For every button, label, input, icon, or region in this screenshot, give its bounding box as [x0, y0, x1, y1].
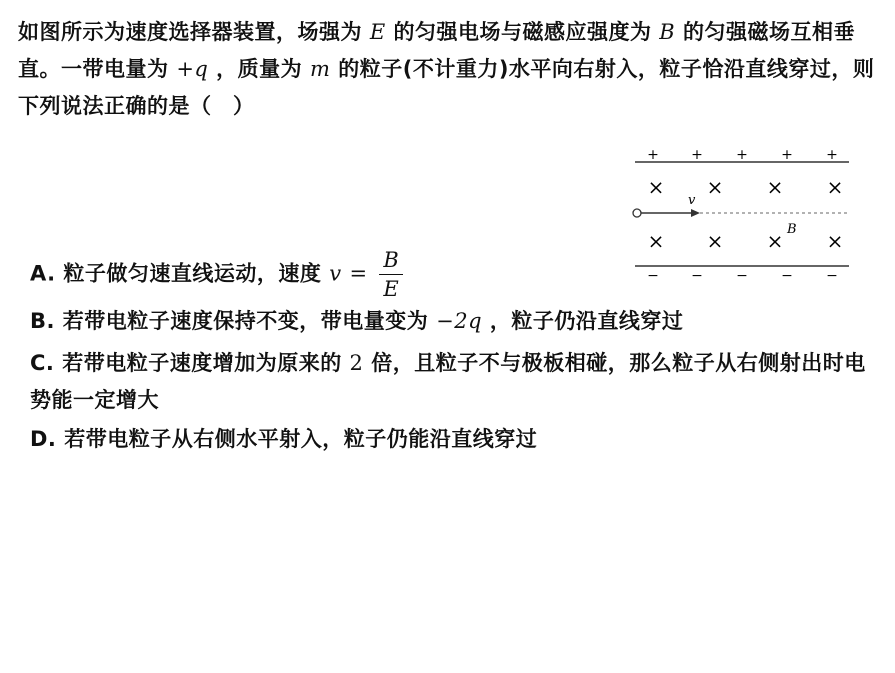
option-b-text-1: B. 若带电粒子速度保持不变，带电量变为 [30, 309, 429, 333]
option-c-text-1: C. 若带电粒子速度增加为原来的 [30, 351, 342, 375]
option-c-text-2: 倍，且粒子不与极板相碰，那么粒子从右侧射出时电势能一定增大 [30, 351, 866, 412]
number-2: 2 [349, 351, 364, 375]
option-d-text: D. 若带电粒子从右侧水平射入，粒子仍能沿直线穿过 [30, 427, 538, 451]
magnetic-field-cross-icon: × [647, 175, 665, 199]
velocity-arrowhead-icon [691, 209, 700, 217]
field-label: B [787, 222, 797, 237]
fraction-numerator: B [379, 246, 403, 275]
equals-sign: = [349, 261, 368, 286]
stem-text-5: 的粒子(不计重力)水平向右射入，粒子恰沿直线穿过，则下列说法正确的是（ ） [18, 57, 875, 118]
symbol-charge-b: −2q [436, 309, 483, 333]
option-d[interactable] [30, 421, 880, 458]
question-stem [18, 14, 878, 125]
stem-text-3: 的匀强磁场互相垂直。一带电量为 [18, 20, 856, 81]
symbol-charge: +q [176, 57, 209, 81]
option-c[interactable] [30, 345, 880, 419]
symbol-v: v [329, 261, 342, 286]
minus-sign: − [647, 268, 659, 282]
plus-sign: + [736, 147, 748, 163]
particle-icon [633, 209, 641, 217]
magnetic-field-cross-icon: × [706, 175, 724, 199]
plus-sign: + [647, 147, 659, 163]
plus-sign: + [826, 147, 838, 163]
plus-sign: + [781, 147, 793, 163]
option-b-text-2: ，粒子仍沿直线穿过 [489, 309, 684, 333]
magnetic-field-cross-icon: × [766, 229, 784, 253]
option-b[interactable] [30, 303, 880, 340]
symbol-B: B [659, 20, 676, 44]
fraction-b-over-e [379, 246, 403, 303]
fraction-denominator: E [383, 277, 400, 301]
option-a-text: A. 粒子做匀速直线运动，速度 [30, 261, 322, 286]
minus-sign: − [736, 268, 748, 282]
stem-text-4: ，质量为 [216, 57, 303, 81]
magnetic-field-cross-icon: × [706, 229, 724, 253]
minus-sign: − [781, 268, 793, 282]
symbol-E: E [369, 20, 386, 44]
symbol-m: m [309, 57, 331, 81]
magnetic-field-cross-icon: × [647, 229, 665, 253]
plus-sign: + [691, 147, 703, 163]
option-a[interactable] [30, 246, 880, 303]
minus-sign: − [691, 268, 703, 282]
stem-text-1: 如图所示为速度选择器装置，场强为 [18, 20, 362, 44]
velocity-label: v [688, 193, 696, 208]
minus-sign: − [826, 268, 838, 282]
magnetic-field-cross-icon: × [826, 175, 844, 199]
magnetic-field-cross-icon: × [766, 175, 784, 199]
stem-text-2: 的匀强电场与磁感应强度为 [393, 20, 652, 44]
magnetic-field-cross-icon: × [826, 229, 844, 253]
